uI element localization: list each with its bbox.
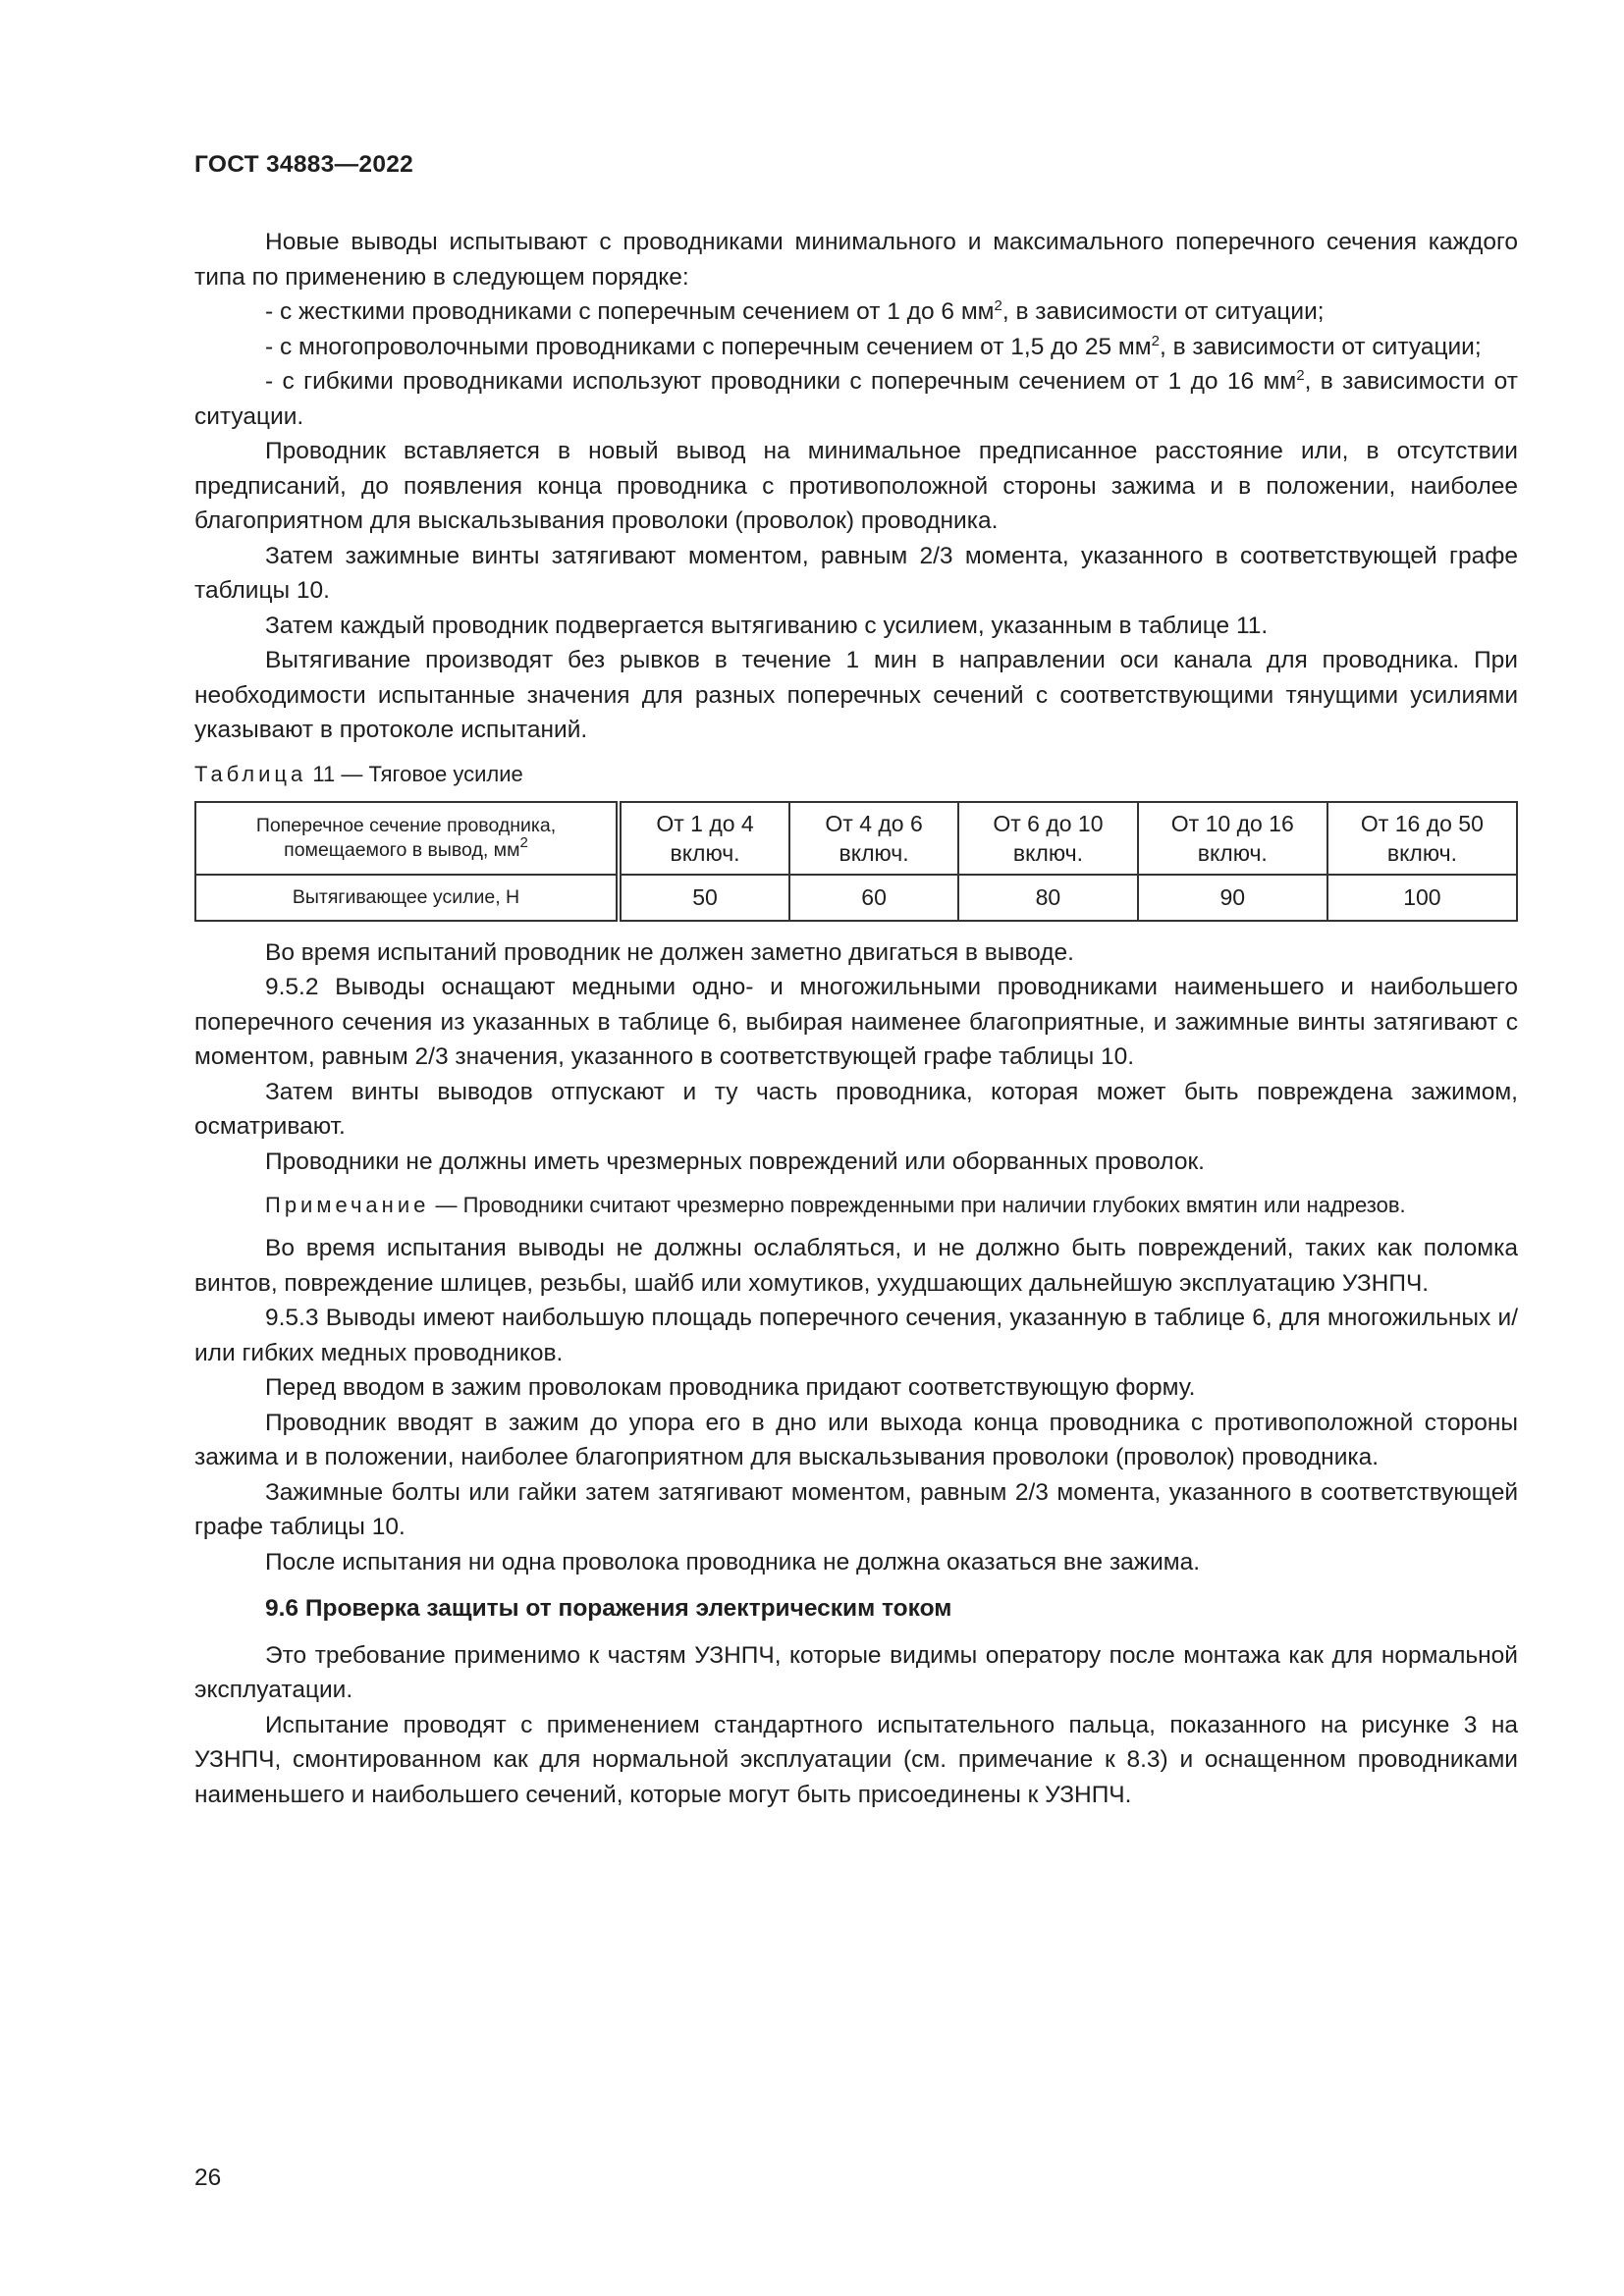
list-item-text: - с многопроволочными проводниками с поперечным сечением от 1,5 до 25 мм bbox=[265, 333, 1152, 360]
table-cell: 80 bbox=[958, 875, 1138, 921]
paragraph: Во время испытаний проводник не должен заметно двигаться в выводе. bbox=[265, 938, 1074, 966]
note-text: — Проводники считают чрезмерно поврежденными при наличии глубоких вмятин или надрезов. bbox=[429, 1193, 1406, 1217]
paragraph: Зажимные болты или гайки затем затягивают моментом, равным 2/3 момента, указанного в соответствующей графе таблицы 10. bbox=[194, 1478, 1518, 1540]
list-item bbox=[194, 330, 1518, 365]
list-item-text: - с жесткими проводниками с поперечным сечением от 1 до 6 мм bbox=[265, 298, 995, 325]
list-item-tail: , в зависимости от ситуации; bbox=[1159, 333, 1482, 360]
paragraph: 9.5.2 Выводы оснащают медными одно- и многожильными проводниками наименьшего и наибольшего поперечного сечения из указанных в таблице 6, выбирая наименее благоприятные, и зажимные винты затягивают с моментом, равным 2/3 значения, указанного в соответствующей графе таблицы 10. bbox=[194, 974, 1518, 1070]
paragraph: 9.5.3 Выводы имеют наибольшую площадь поперечного сечения, указанную в таблице 6, для многожильных и/или гибких медных проводников. bbox=[194, 1305, 1518, 1366]
traction-force-table bbox=[194, 801, 1518, 922]
paragraph: Вытягивание производят без рывков в течение 1 мин в направлении оси канала для проводника. При необходимости испытанные значения для разных поперечных сечений с соответствующими тянущими усилиями указывают в протоколе испытаний. bbox=[194, 647, 1518, 743]
list-item-tail: , в зависимости от ситуации; bbox=[1001, 298, 1325, 325]
row-header-cross-section: Поперечное сечение проводника, помещаемого в вывод, $мм^2$ bbox=[195, 802, 619, 875]
paragraph: Затем каждый проводник подвергается вытягиванию с усилием, указанным в таблице 11. bbox=[265, 612, 1269, 639]
list-item-text: - с гибкими проводниками используют проводники с поперечным сечением от 1 до 16 мм bbox=[265, 368, 1297, 395]
table-row bbox=[195, 875, 1517, 921]
table-cell: От 4 до 6 включ. bbox=[789, 802, 958, 875]
table-cell: 60 bbox=[789, 875, 958, 921]
superscript: 2 bbox=[1296, 367, 1305, 384]
paragraph: Проводник вставляется в новый вывод на минимальное предписанное расстояние или, в отсутствии предписаний, до появления конца проводника с противоположной стороны зажима и в положении, наиболее благоприятном для выскальзывания проволоки (проволок) проводника. bbox=[194, 438, 1518, 534]
table-cell: От 6 до 10 включ. bbox=[958, 802, 1138, 875]
paragraph: Во время испытания выводы не должны ослабляться, и не должно быть повреждений, таких как поломка винтов, повреждение шлицев, резьбы, шайб или хомутиков, ухудшающих дальнейшую эксплуатацию УЗНПЧ. bbox=[194, 1235, 1518, 1297]
table-cell: 100 bbox=[1327, 875, 1517, 921]
list-item bbox=[194, 364, 1518, 434]
page-number: 26 bbox=[194, 2164, 222, 2191]
paragraph: Затем винты выводов отпускают и ту часть проводника, которая может быть повреждена зажимом, осматривают. bbox=[194, 1078, 1518, 1140]
paragraph: Затем зажимные винты затягивают моментом, равным 2/3 момента, указанного в соответствующей графе таблицы 10. bbox=[194, 542, 1518, 604]
table-cell: 50 bbox=[619, 875, 789, 921]
document-header: ГОСТ 34883—2022 bbox=[194, 151, 414, 178]
table-caption-word: Таблица bbox=[194, 761, 307, 786]
list-item bbox=[194, 294, 1518, 330]
list-item-tail: , в зависимости от ситуации. bbox=[194, 368, 1518, 430]
table-cell: От 16 до 50 включ. bbox=[1327, 802, 1517, 875]
page-content bbox=[194, 225, 1518, 1812]
note bbox=[194, 1189, 1518, 1221]
paragraph: Испытание проводят с применением стандартного испытательного пальца, показанного на рисунке 3 на УЗНПЧ, смонтированном как для нормальной эксплуатации (см. примечание к 8.3) и оснащенном проводниками наименьшего и наибольшего сечений, которые могут быть присоединены к УЗНПЧ. bbox=[194, 1711, 1518, 1808]
paragraph: Проводники не должны иметь чрезмерных повреждений или оборванных проволок. bbox=[265, 1148, 1205, 1175]
note-label: Примечание bbox=[265, 1193, 430, 1217]
section-heading: 9.6 Проверка защиты от поражения электрическим током bbox=[265, 1595, 952, 1622]
paragraph: Перед вводом в зажим проволокам проводника придают соответствующую форму. bbox=[265, 1374, 1196, 1401]
superscript: 2 bbox=[1151, 332, 1160, 349]
row-header-pull-force: Вытягивающее усилие, Н bbox=[195, 875, 619, 921]
table-caption-text: 11 — Тяговое усилие bbox=[306, 761, 523, 786]
paragraph: Это требование применимо к частям УЗНПЧ, которые видимы оператору после монтажа как для нормальной эксплуатации. bbox=[194, 1641, 1518, 1703]
table-cell: От 10 до 16 включ. bbox=[1138, 802, 1327, 875]
paragraph: После испытания ни одна проволока проводника не должна оказаться вне зажима. bbox=[265, 1548, 1201, 1575]
table-caption bbox=[194, 760, 1518, 789]
paragraph: Проводник вводят в зажим до упора его в дно или выхода конца проводника с противоположной стороны зажима и в положении, наиболее благоприятном для выскальзывания проволоки (проволок) проводника. bbox=[194, 1409, 1518, 1470]
table-cell: 90 bbox=[1138, 875, 1327, 921]
superscript: 2 bbox=[994, 297, 1002, 314]
table-cell: От 1 до 4 включ. bbox=[619, 802, 789, 875]
paragraph: Новые выводы испытывают с проводниками минимального и максимального поперечного сечения каждого типа по применению в следующем порядке: bbox=[194, 229, 1518, 291]
table-row bbox=[195, 802, 1517, 875]
